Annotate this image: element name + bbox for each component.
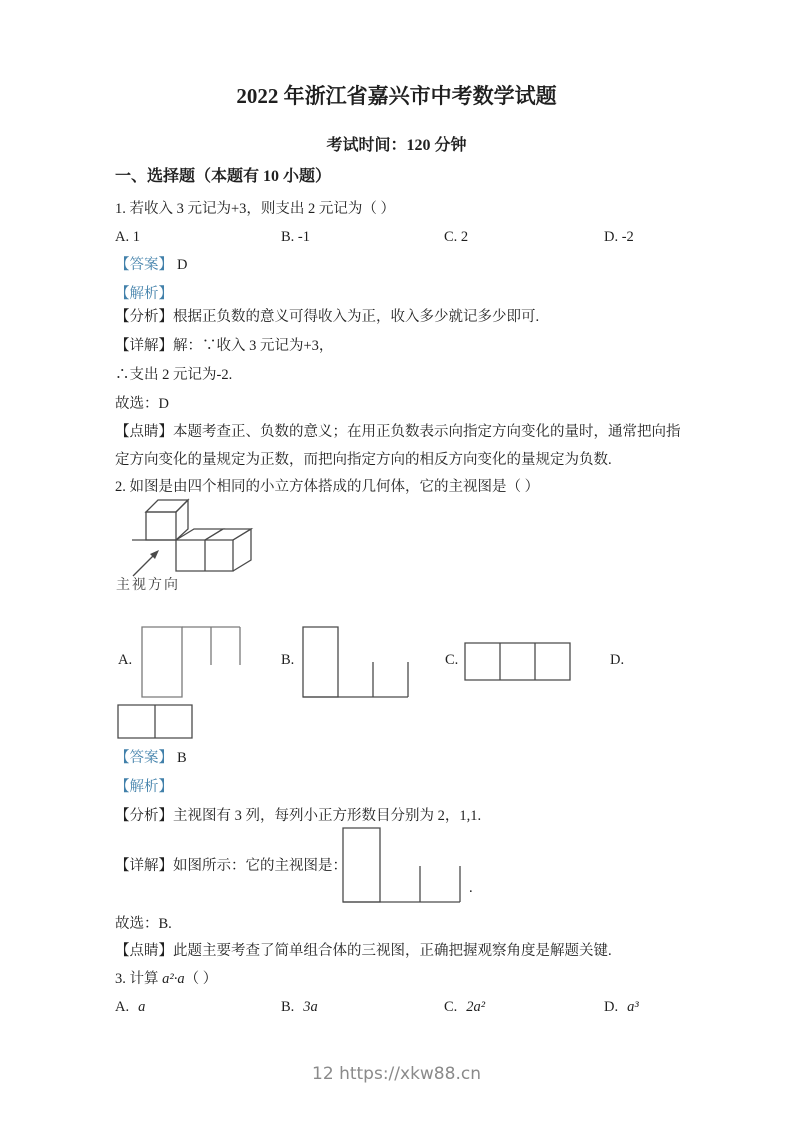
q2-detail-figure [341, 826, 466, 906]
option-label: D. [604, 999, 619, 1015]
q3-option-b [281, 997, 318, 1017]
q1-detail-line1: 【详解】解：∵收入 3 元记为+3， [115, 338, 334, 354]
q1-option-d: D. -2 [604, 229, 634, 245]
q2-option-c-figure [463, 641, 573, 683]
question-1-text: 1. 若收入 3 元记为+3，则支出 2 元记为（ ） [115, 201, 396, 217]
q1-note: 【点睛】本题考查正、负数的意义；在用正负数表示向指定方向变化的量时，通常把向指定方向变化的量规定为正数，而把向指定方向的相反方向变化的量规定为负数. [115, 424, 681, 469]
q2-conclusion: 故选：B. [115, 916, 172, 932]
answer-value: D [177, 257, 188, 273]
q3-math-expression: a²·a [162, 971, 185, 987]
view-direction-arrow [133, 550, 159, 576]
option-label: A. [115, 999, 130, 1015]
q2-detail-prefix: 【详解】如图所示：它的主视图是： [115, 858, 347, 874]
q2-option-b-figure [301, 625, 413, 701]
page-title: 2022 年浙江省嘉兴市中考数学试题 [236, 84, 557, 108]
question-2-text: 2. 如图是由四个相同的小立方体搭成的几何体，它的主视图是（ ） [115, 479, 540, 495]
q2-note: 【点睛】此题主要考查了简单组合体的三视图，正确把握观察角度是解题关键. [115, 943, 612, 959]
q1-analysis-tag-line [115, 284, 173, 304]
q2-option-a-label: A. [118, 652, 133, 668]
q2-option-a-figure [140, 625, 245, 701]
option-value: a [138, 999, 146, 1015]
exam-time: 考试时间：120 分钟 [326, 137, 467, 154]
q2-analysis-tag-line [115, 777, 173, 797]
q2-analysis: 【分析】主视图有 3 列，每列小正方形数目分别为 2，1,1. [115, 808, 482, 824]
q1-option-a: A. 1 [115, 229, 140, 245]
answer-tag: 【答案】 [115, 750, 173, 766]
q2-cube-solid-figure [112, 496, 272, 578]
q2-option-b-label: B. [281, 652, 295, 668]
q1-answer-line [115, 255, 187, 275]
analysis-tag: 【解析】 [115, 286, 173, 302]
option-value: a³ [627, 999, 639, 1015]
answer-tag: 【答案】 [115, 257, 173, 273]
q2-answer-line [115, 748, 187, 768]
q3-option-d [604, 997, 639, 1017]
q3-prefix: 3. 计算 [115, 971, 163, 987]
option-label: B. [281, 999, 295, 1015]
answer-value: B [177, 750, 187, 766]
q1-detail-line2: ∴支出 2 元记为-2. [115, 367, 233, 383]
q1-option-c: C. 2 [444, 229, 469, 245]
analysis-tag: 【解析】 [115, 779, 173, 795]
option-value: 2a² [466, 999, 486, 1015]
option-value: 3a [303, 999, 318, 1015]
q3-suffix: （ ） [184, 971, 218, 987]
question-3-text [115, 969, 217, 989]
q2-option-d-label: D. [610, 652, 625, 668]
q1-conclusion: 故选：D [115, 396, 169, 412]
q1-analysis: 【分析】根据正负数的意义可得收入为正，收入多少就记多少即可. [115, 309, 540, 325]
section-heading: 一、选择题（本题有 10 小题） [115, 168, 332, 185]
q3-option-a [115, 997, 145, 1017]
q2-option-c-label: C. [445, 652, 459, 668]
view-direction-label: 主视方向 [116, 578, 180, 593]
q1-option-b: B. -1 [281, 229, 310, 245]
q2-option-d-figure [116, 703, 195, 741]
q3-option-c [444, 997, 485, 1017]
q2-detail-suffix: . [469, 880, 473, 896]
footer-watermark: 12 https://xkw88.cn [312, 1064, 481, 1084]
option-label: C. [444, 999, 458, 1015]
